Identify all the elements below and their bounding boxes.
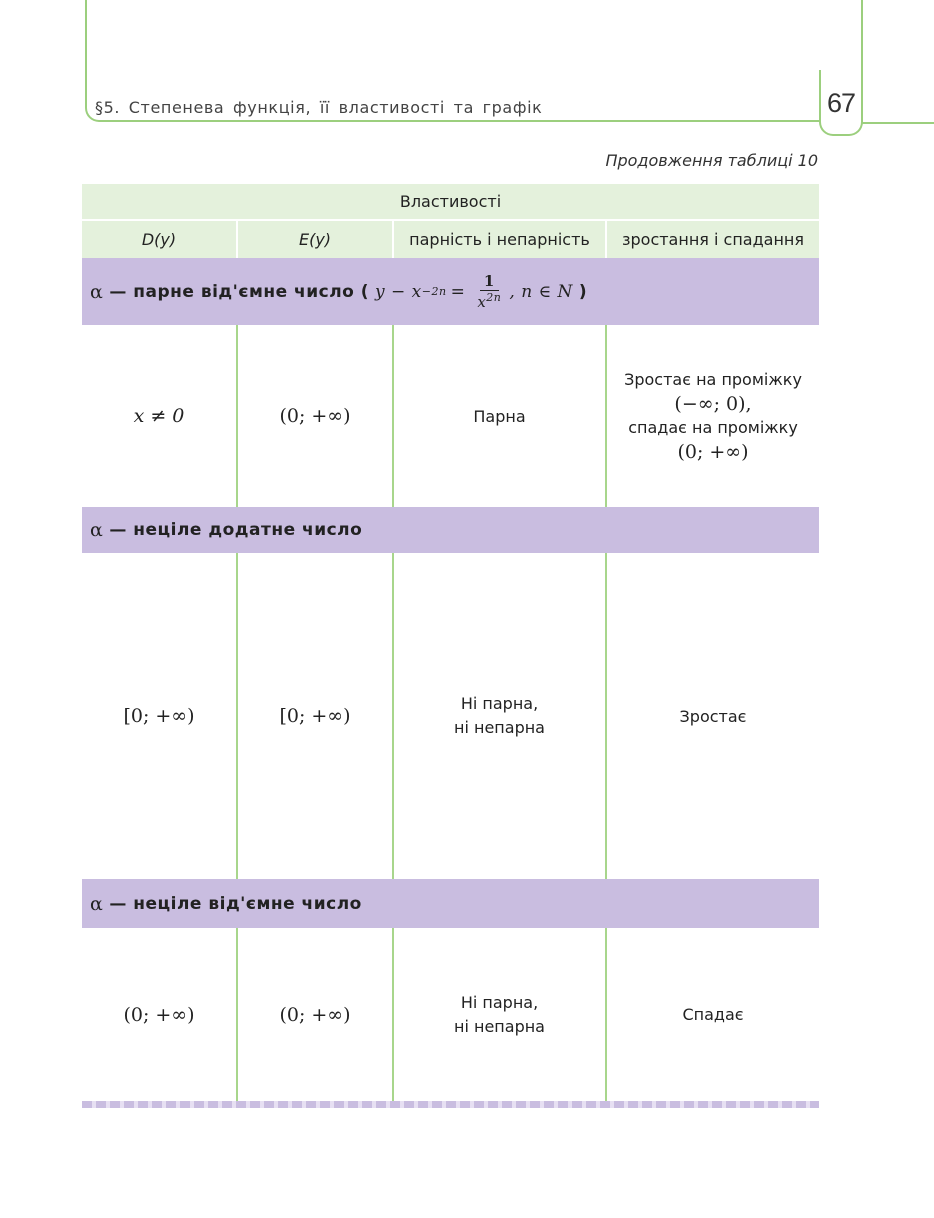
table-row: [82, 928, 819, 1101]
column-header-range: E(y): [238, 221, 392, 258]
range-cell: [0; +∞): [238, 553, 394, 879]
range-cell: (0; +∞): [238, 928, 394, 1101]
domain-cell: x ≠ 0: [82, 325, 238, 507]
formula-fraction: $\frac{1}{x^{2n}}$: [477, 272, 502, 311]
column-header-row: [82, 221, 819, 258]
table-row: [82, 553, 819, 879]
section-title: — парне від'ємне число (: [109, 281, 370, 302]
section-title: — неціле від'ємне число: [109, 893, 362, 914]
power-formula: y − x −2n = $\frac{1}{x^{2n}}$ , n ∈ N: [375, 272, 573, 311]
page-number-rule: [861, 122, 934, 124]
column-header-monotonicity: зростання і спадання: [607, 221, 819, 258]
parity-cell: Парна: [394, 325, 607, 507]
parity-cell: Ні парна, ні непарна: [394, 553, 607, 879]
range-cell: (0; +∞): [238, 325, 394, 507]
monotonicity-cell: Зростає: [679, 706, 747, 726]
alpha-symbol: α: [90, 280, 104, 303]
section-even-negative: α — парне від'ємне число ( y − x −2n = $\frac{1}{x^{2n}}$ , n ∈ N ): [82, 258, 819, 325]
page-number: 67: [826, 88, 856, 118]
alpha-symbol: α: [90, 892, 104, 915]
monotonicity-cell: Спадає: [682, 1005, 744, 1024]
monotonicity-cell: Зростає на проміжку (−∞; 0), спадає на проміжку (0; +∞): [624, 370, 802, 463]
table-continues-edge: [82, 1101, 819, 1108]
parity-cell: Ні парна, ні непарна: [394, 928, 607, 1101]
column-header-domain: D(y): [82, 221, 236, 258]
domain-cell: [0; +∞): [82, 553, 238, 879]
properties-group-header: Властивості: [82, 184, 819, 219]
section-noninteger-negative: [82, 879, 819, 928]
table-row: [82, 325, 819, 507]
column-header-parity: парність і непарність: [394, 221, 605, 258]
section-title: — неціле додатне число: [109, 520, 363, 540]
section-noninteger-positive: [82, 507, 819, 553]
alpha-symbol: α: [90, 519, 104, 541]
properties-table: [82, 184, 819, 1108]
domain-cell: (0; +∞): [82, 928, 238, 1101]
section-title: §5. Степенева функція, її властивості та графік: [95, 98, 543, 117]
table-continuation-note: Продовження таблиці 10: [605, 151, 818, 170]
